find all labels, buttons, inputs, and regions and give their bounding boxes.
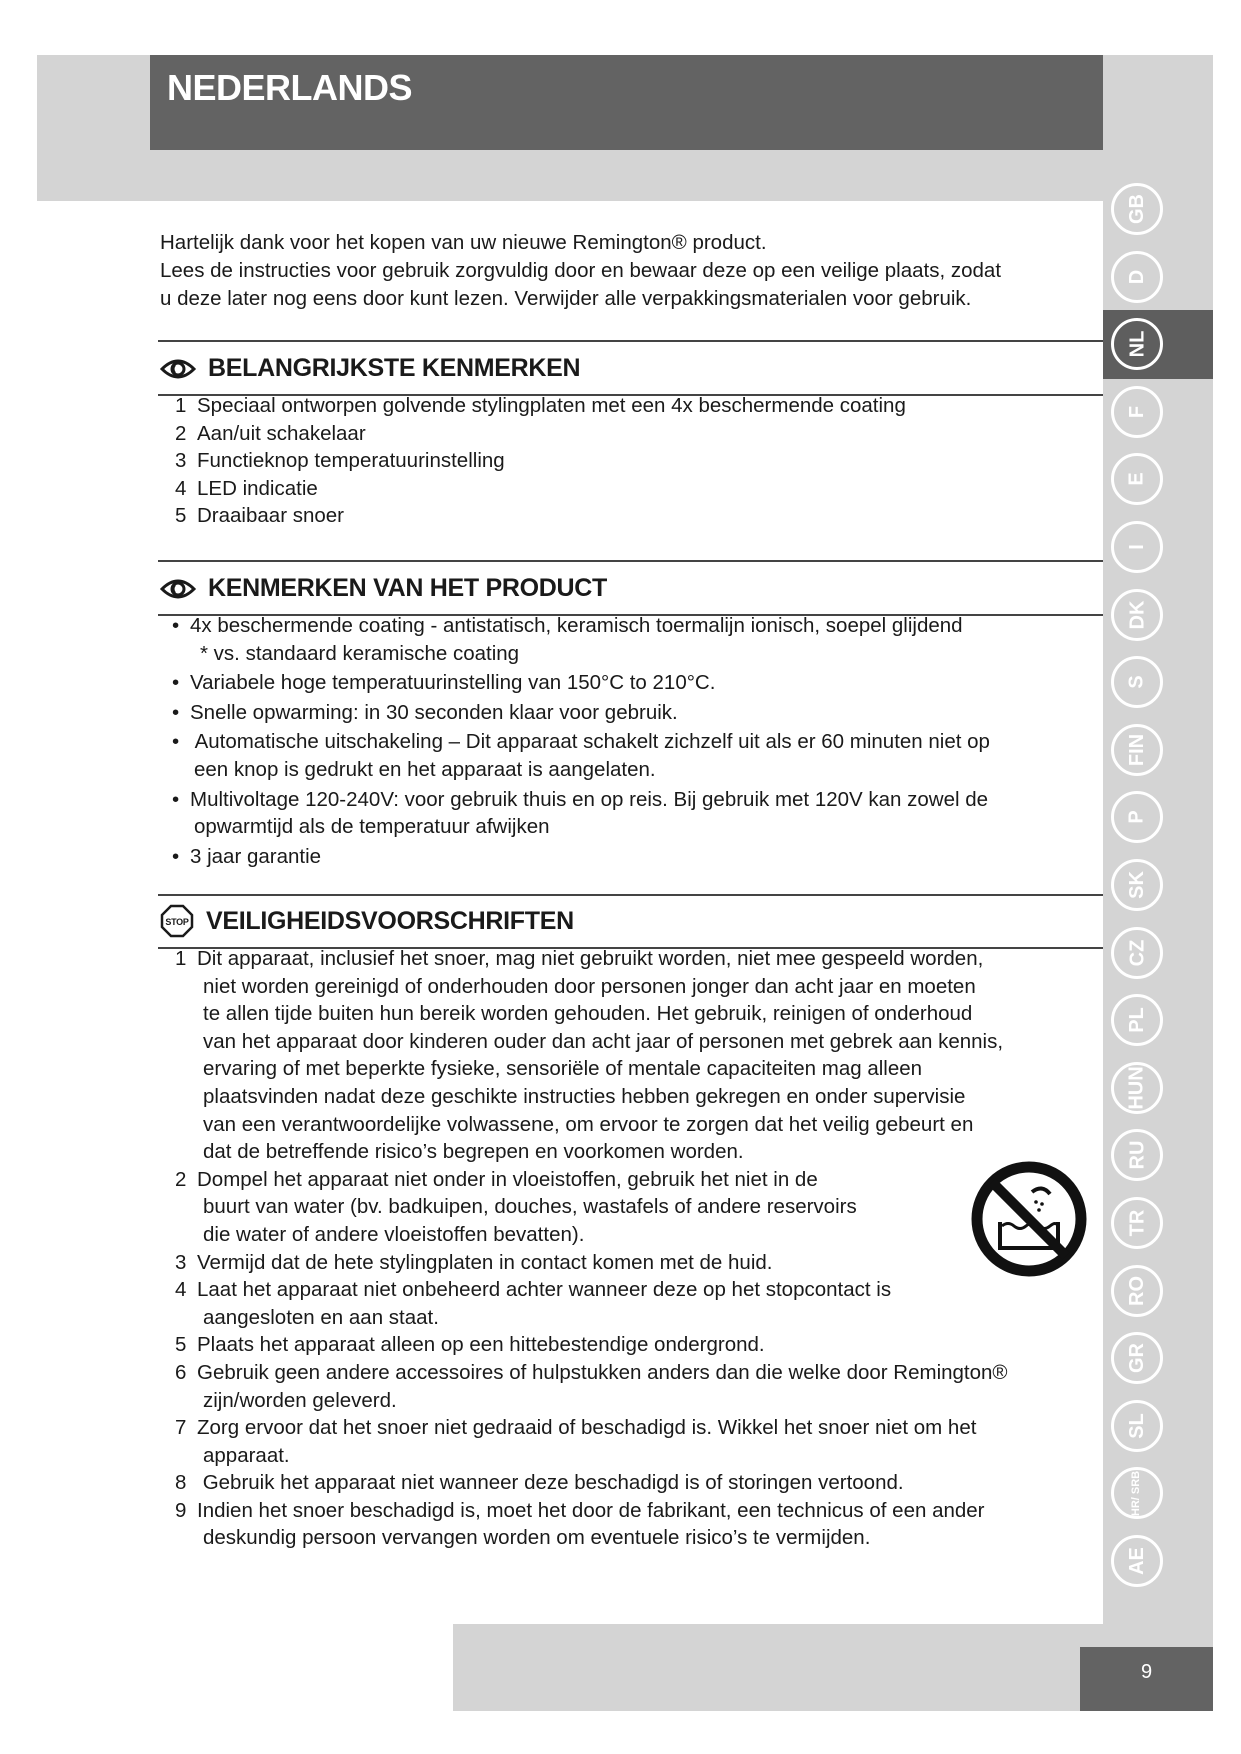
language-label: TR — [1125, 1209, 1148, 1237]
bullet: • — [172, 700, 180, 724]
line-text: deskundig persoon vervangen worden om eventuele risico’s te vermijden. — [203, 1526, 871, 1550]
bullet: • — [172, 844, 180, 868]
item-text: LED indicatie — [197, 476, 318, 500]
item-text: Functieknop temperatuurinstelling — [197, 449, 505, 473]
language-label: HUN — [1126, 1066, 1148, 1110]
safety-line — [175, 973, 1008, 1001]
line-text: Plaats het apparaat alleen op een hittebestendige ondergrond. — [197, 1333, 765, 1357]
eye-icon — [160, 576, 196, 602]
product-feature-line — [172, 699, 990, 727]
safety-line — [175, 1000, 1008, 1028]
line-text: Gebruik geen andere accessoires of hulpstukken anders dan die welke door Remington® — [197, 1360, 1008, 1384]
line-text: Vermijd dat de hete stylingplaten in contact komen met de huid. — [197, 1250, 773, 1274]
safety-line — [175, 1387, 1008, 1415]
language-badge-fin[interactable] — [1111, 724, 1163, 776]
section-heading-product — [160, 574, 607, 603]
line-text: niet worden gereinigd of onderhouden door personen jonger dan acht jaar en moeten — [203, 974, 976, 998]
product-feature-line — [172, 669, 990, 697]
item-number: 4 — [175, 1278, 187, 1302]
item-text: Draaibaar snoer — [197, 504, 344, 528]
safety-line — [175, 1276, 1008, 1304]
product-feature-line — [172, 843, 990, 871]
bullet: • — [172, 787, 180, 811]
line-text: Automatische uitschakeling – Dit apparaat schakelt zichzelf uit als er 60 minuten niet op — [190, 730, 990, 754]
language-badge-tr[interactable] — [1111, 1197, 1163, 1249]
line-text: die water of andere vloeistoffen bevatten). — [203, 1222, 585, 1246]
language-label: GB — [1126, 194, 1148, 224]
features-list — [175, 392, 906, 530]
line-text: van het apparaat door kinderen ouder dan acht jaar of personen met gebrek aan kennis, — [203, 1029, 1004, 1053]
line-text: een knop is gedrukt en het apparaat is aangelaten. — [194, 757, 656, 781]
safety-line — [175, 1055, 1008, 1083]
feature-item — [175, 475, 906, 503]
language-label: HR/ SRB — [1130, 1470, 1143, 1517]
language-badge-d[interactable] — [1111, 251, 1163, 303]
intro-text — [160, 229, 1001, 313]
safety-line — [175, 1414, 1008, 1442]
divider — [158, 560, 1103, 562]
item-number: 5 — [175, 1333, 187, 1357]
language-badge-f[interactable] — [1111, 386, 1163, 438]
product-feature-line — [172, 640, 990, 668]
language-label: D — [1125, 269, 1148, 284]
language-badge-pl[interactable] — [1111, 994, 1163, 1046]
section-heading-safety — [160, 904, 574, 938]
feature-item — [175, 420, 906, 448]
product-feature-line — [172, 813, 990, 841]
language-badge-i[interactable] — [1111, 521, 1163, 573]
line-text: Zorg ervoor dat het snoer niet gedraaid of beschadigd is. Wikkel het snoer niet om het — [197, 1416, 977, 1440]
language-badge-ro[interactable] — [1111, 1265, 1163, 1317]
line-text: te allen tijde buiten hun bereik worden gehouden. Het gebruik, reinigen of onderhoud — [203, 1002, 973, 1026]
line-text: zijn/worden geleverd. — [203, 1388, 397, 1412]
safety-line — [175, 1469, 1008, 1497]
line-text: van een verantwoordelijke volwassene, om ervoor te zorgen dat het veilig gebeurt en — [203, 1112, 974, 1136]
product-list — [172, 612, 990, 870]
language-badge-p[interactable] — [1111, 791, 1163, 843]
product-feature-line — [172, 612, 990, 640]
line-text: Gebruik het apparaat niet wanneer deze beschadigd is of storingen vertoond. — [197, 1471, 904, 1495]
safety-line — [175, 1524, 1008, 1552]
language-label: SK — [1125, 871, 1148, 899]
language-badge-sl[interactable] — [1111, 1400, 1163, 1452]
language-label: RU — [1125, 1140, 1148, 1170]
language-label: P — [1126, 810, 1148, 825]
language-badge-dk[interactable] — [1111, 589, 1163, 641]
page-title-bar — [150, 55, 1103, 150]
language-label: FIN — [1126, 733, 1148, 766]
language-badge-ru[interactable] — [1111, 1129, 1163, 1181]
language-label: AE — [1125, 1547, 1148, 1575]
safety-line — [175, 1331, 1008, 1359]
line-text: Snelle opwarming: in 30 seconden klaar voor gebruik. — [190, 700, 678, 724]
item-number: 7 — [175, 1416, 187, 1440]
intro-line: Lees de instructies voor gebruik zorgvuldig door en bewaar deze op een veilige plaats, zodat — [160, 259, 1002, 282]
language-label: DK — [1125, 600, 1148, 630]
bullet: • — [172, 730, 180, 754]
language-badge-gb[interactable] — [1111, 183, 1163, 235]
feature-item — [175, 502, 906, 530]
safety-line — [175, 1249, 1008, 1277]
safety-line — [175, 945, 1008, 973]
line-text: Multivoltage 120-240V: voor gebruik thuis en op reis. Bij gebruik met 120V kan zowel de — [190, 787, 989, 811]
line-text: ervaring of met beperkte fysieke, sensoriële of mentale capaciteiten mag alleen — [203, 1057, 923, 1081]
language-label: CZ — [1125, 939, 1148, 966]
eye-icon — [160, 356, 196, 382]
safety-line — [175, 1138, 1008, 1166]
safety-line — [175, 1193, 1008, 1221]
language-label: S — [1126, 675, 1148, 689]
language-label: SL — [1126, 1413, 1148, 1439]
feature-item — [175, 447, 906, 475]
item-number: 3 — [175, 1250, 187, 1274]
page-number: 9 — [1140, 1661, 1153, 1683]
line-text: dat de betreffende risico’s begrepen en voorkomen worden. — [203, 1140, 744, 1164]
item-number: 3 — [175, 449, 187, 473]
item-number: 9 — [175, 1498, 187, 1522]
item-number: 8 — [175, 1471, 187, 1495]
language-label: F — [1126, 405, 1148, 418]
item-number: 2 — [175, 1167, 187, 1191]
item-number: 1 — [175, 394, 187, 417]
line-text: Variabele hoge temperatuurinstelling van 150°C to 210°C. — [190, 671, 716, 695]
safety-line — [175, 1359, 1008, 1387]
feature-item — [175, 392, 906, 420]
item-number: 2 — [175, 421, 187, 445]
product-feature-line — [172, 786, 990, 814]
language-label: PL — [1126, 1007, 1148, 1033]
item-text: Aan/uit schakelaar — [197, 421, 366, 445]
safety-line — [175, 1304, 1008, 1332]
item-number: 4 — [175, 476, 187, 500]
language-badge-nl[interactable] — [1111, 318, 1163, 370]
language-label: RO — [1126, 1275, 1148, 1306]
safety-line — [175, 1166, 1008, 1194]
page-number-box — [1080, 1647, 1213, 1711]
safety-line — [175, 1028, 1008, 1056]
line-text: plaatsvinden nadat deze geschikte instructies hebben gekregen en onder supervisie — [203, 1084, 966, 1108]
product-feature-line — [172, 756, 990, 784]
language-badge-gr[interactable] — [1111, 1332, 1163, 1384]
language-badge-hun[interactable] — [1111, 1062, 1163, 1114]
line-text: aangesloten en aan staat. — [203, 1305, 439, 1329]
stop-icon — [160, 904, 194, 938]
bullet: • — [172, 671, 180, 695]
section-heading-features — [160, 354, 580, 383]
safety-list — [175, 945, 1008, 1552]
line-text: Dompel het apparaat niet onder in vloeistoffen, gebruik het niet in de — [197, 1167, 818, 1191]
safety-line — [175, 1083, 1008, 1111]
line-text: * vs. standaard keramische coating — [200, 641, 520, 665]
language-badge-s[interactable] — [1111, 656, 1163, 708]
divider — [158, 340, 1103, 342]
language-label: GR — [1126, 1343, 1148, 1374]
product-feature-line — [172, 728, 990, 756]
heading-text: BELANGRIJKSTE KENMERKEN — [208, 354, 581, 382]
line-text: 3 jaar garantie — [190, 844, 322, 868]
item-text: Speciaal ontworpen golvende stylingplaten met een 4x beschermende coating — [197, 394, 906, 417]
heading-text: VEILIGHEIDSVOORSCHRIFTEN — [206, 906, 574, 935]
page-title: NEDERLANDS — [167, 67, 413, 108]
line-text: opwarmtijd als de temperatuur afwijken — [194, 815, 550, 839]
language-label: I — [1126, 544, 1148, 550]
language-label: E — [1126, 472, 1148, 487]
no-water-warning-icon — [970, 1160, 1088, 1278]
line-text: Indien het snoer beschadigd is, moet het door de fabrikant, een technicus of een ander — [197, 1498, 985, 1522]
language-badge-hrsrb[interactable] — [1111, 1467, 1163, 1519]
safety-line — [175, 1497, 1008, 1525]
intro-line: Hartelijk dank voor het kopen van uw nieuwe Remington® product. — [160, 231, 767, 254]
line-text: 4x beschermende coating - antistatisch, keramisch toermalijn ionisch, soepel glijdend — [190, 614, 963, 637]
safety-line — [175, 1111, 1008, 1139]
line-text: apparaat. — [203, 1443, 290, 1467]
heading-text: KENMERKEN VAN HET PRODUCT — [208, 574, 607, 602]
line-text: buurt van water (bv. badkuipen, douches, wastafels of andere reservoirs — [203, 1195, 857, 1219]
safety-line — [175, 1221, 1008, 1249]
language-badge-ae[interactable] — [1111, 1535, 1163, 1587]
divider — [158, 894, 1103, 896]
safety-line — [175, 1442, 1008, 1470]
svg-text:STOP: STOP — [165, 917, 189, 927]
line-text: Dit apparaat, inclusief het snoer, mag niet gebruikt worden, niet mee gespeeld worden, — [197, 947, 984, 970]
language-label: NL — [1125, 330, 1148, 358]
language-badge-e[interactable] — [1111, 453, 1163, 505]
line-text: Laat het apparaat niet onbeheerd achter wanneer deze op het stopcontact is — [197, 1278, 892, 1302]
language-badge-cz[interactable] — [1111, 927, 1163, 979]
item-number: 5 — [175, 504, 187, 528]
item-number: 6 — [175, 1360, 187, 1384]
intro-line: u deze later nog eens door kunt lezen. Verwijder alle verpakkingsmaterialen voor gebruik. — [160, 287, 972, 310]
language-badge-sk[interactable] — [1111, 859, 1163, 911]
item-number: 1 — [175, 947, 187, 970]
bullet: • — [172, 614, 180, 637]
